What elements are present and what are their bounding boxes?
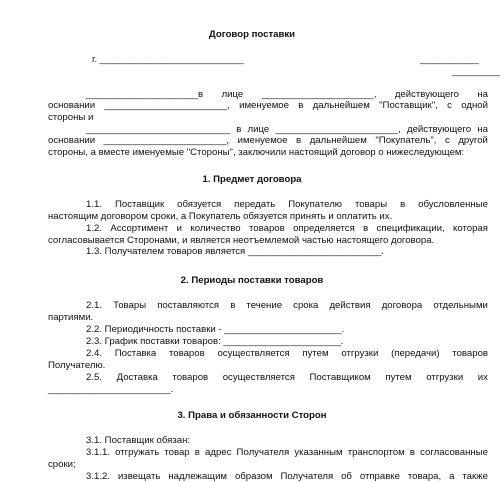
clause-1-2-line-1: [86, 223, 488, 234]
word: _____________________,: [261, 89, 377, 100]
preamble-line-1: [86, 89, 488, 100]
word: с: [444, 135, 450, 146]
word: 3.1.1.: [86, 447, 111, 458]
word: с: [447, 100, 452, 111]
word: обусловленные: [418, 199, 488, 210]
section-2-heading: 2. Периоды поставки товаров: [180, 275, 324, 286]
word: товар: [164, 447, 190, 458]
word: на: [477, 89, 488, 100]
word: передать: [234, 199, 276, 210]
section-1-heading: 1. Предмет договора: [202, 174, 302, 185]
word: отправке: [359, 471, 400, 482]
clause-2-4-line-2: Получателю.: [48, 360, 106, 371]
word: лице: [247, 124, 270, 135]
clause-1-2-line-2: согласовывается Сторонами, и является неотъемлемой частью настоящего договора.: [48, 235, 435, 246]
word: дальнейшем: [312, 100, 370, 111]
word: 2.4.: [86, 348, 103, 359]
word: Товары: [113, 300, 147, 311]
word: в: [298, 100, 304, 111]
word: товаров: [249, 223, 285, 234]
word: основании: [48, 135, 96, 146]
clause-2-5-line-1: [86, 372, 488, 383]
word: отдельными: [433, 300, 488, 311]
clause-2-1-line-1: [86, 300, 488, 311]
word: Поставщиком: [309, 372, 371, 383]
word: отгружать: [115, 447, 160, 458]
word: дальнейшем: [309, 135, 367, 146]
section-3-heading: 3. Права и обязанности Сторон: [177, 410, 327, 421]
word: надлежащим: [168, 471, 228, 482]
clause-3-1-1-line-1: [86, 447, 488, 458]
preamble-line-3: стороны и: [48, 112, 94, 123]
word: 3.1.2.: [86, 471, 111, 482]
clause-1-1-line-1: [86, 199, 488, 210]
preamble-line-6: стороны, а вместе именуемые "Стороны", заключили настоящий договор о нижеследующем:: [48, 147, 465, 158]
word: Доставка: [116, 372, 158, 383]
word: "Поставщик",: [379, 100, 438, 111]
word: в: [296, 135, 302, 146]
date-line: ___________: [420, 54, 479, 65]
preamble-line-2: [48, 100, 488, 111]
clause-2-3: 2.3. График поставки товаров: ______________________.: [86, 336, 344, 347]
word: договора: [381, 300, 423, 311]
clause-3-1: 3.1. Поставщик обязан:: [86, 435, 191, 446]
word: в: [409, 447, 415, 458]
word: и: [176, 223, 183, 234]
word: _______________________,: [104, 100, 230, 111]
clause-1-3: 1.3. Получателем товаров является _________________________.: [86, 246, 384, 257]
word: товары: [354, 199, 388, 210]
word: основании: [48, 100, 96, 111]
word: действия: [329, 300, 371, 311]
word: товаров: [168, 348, 205, 359]
word: Получателя: [236, 447, 290, 458]
word: Поставка: [114, 348, 157, 359]
word: определяется: [293, 223, 355, 234]
word: лице: [221, 89, 244, 100]
clause-3-1-2-line-1: [86, 471, 488, 482]
clause-3-1-1-line-2: сроки;: [48, 459, 76, 470]
word: Покупателю: [288, 199, 342, 210]
word: поставляются: [157, 300, 220, 311]
word: количество: [190, 223, 241, 234]
right-blank-line: _________: [452, 66, 501, 77]
word: (передачи): [391, 348, 440, 359]
word: именуемое: [239, 100, 289, 111]
word: 1.1.: [86, 199, 103, 210]
preamble-line-5: [48, 135, 488, 146]
clause-2-4-line-1: [86, 348, 488, 359]
word: отгрузки: [426, 372, 464, 383]
word: в: [236, 124, 242, 135]
word: Получателя: [280, 471, 334, 482]
word: согласованные: [420, 447, 488, 458]
clause-2-2: 2.2. Периодичность поставки - ______________________.: [86, 324, 345, 335]
word: в: [194, 447, 200, 458]
word: _______________________,: [103, 135, 230, 146]
word: путем: [302, 348, 329, 359]
word: 2.5.: [86, 372, 103, 383]
word: 2.1.: [86, 300, 103, 311]
word: образом: [234, 471, 273, 482]
word: указанным: [294, 447, 343, 458]
word: осуществляется: [222, 372, 295, 383]
word: другой: [458, 135, 488, 146]
preamble-line-4: [86, 124, 488, 135]
word: спецификации,: [376, 223, 445, 234]
word: отгрузки: [341, 348, 379, 359]
word: срока: [293, 300, 319, 311]
city-line: г. ___________________________: [92, 54, 244, 65]
word: путем: [385, 372, 412, 383]
word: товаров: [452, 348, 488, 359]
word: Поставщик: [114, 199, 165, 210]
word: действующего: [394, 89, 459, 100]
word: 1.2.: [86, 223, 103, 234]
word: транспортом: [347, 447, 405, 458]
word: ___________________________: [86, 124, 231, 135]
clause-2-1-line-2: партиями.: [48, 312, 94, 323]
word: Ассортимент: [110, 223, 169, 234]
word: в: [400, 199, 406, 210]
word: обязуется: [177, 199, 222, 210]
word: также: [462, 471, 488, 482]
word: об: [341, 471, 352, 482]
word: _______________________,: [275, 124, 401, 135]
word: извещать: [117, 471, 161, 482]
word: "Покупатель",: [375, 135, 437, 146]
word: их: [477, 372, 488, 383]
clause-2-5-line-2: _______________________.: [48, 384, 174, 395]
word: а: [449, 471, 455, 482]
word: в: [230, 300, 236, 311]
clause-1-1-line-2: настоящим договором сроки, а Покупатель обязуется принять и оплатить их.: [48, 211, 393, 222]
word: на: [477, 124, 488, 135]
word: течение: [246, 300, 283, 311]
word: _____________________в: [86, 89, 204, 100]
word: адрес: [205, 447, 232, 458]
word: в: [363, 223, 369, 234]
word: осуществляется: [217, 348, 290, 359]
word: товаров: [172, 372, 209, 383]
word: которая: [453, 223, 488, 234]
document-title: Договор поставки: [208, 29, 296, 40]
word: действующего: [407, 124, 472, 135]
word: именуемое: [237, 135, 288, 146]
word: одной: [461, 100, 488, 111]
word: товара,: [407, 471, 442, 482]
